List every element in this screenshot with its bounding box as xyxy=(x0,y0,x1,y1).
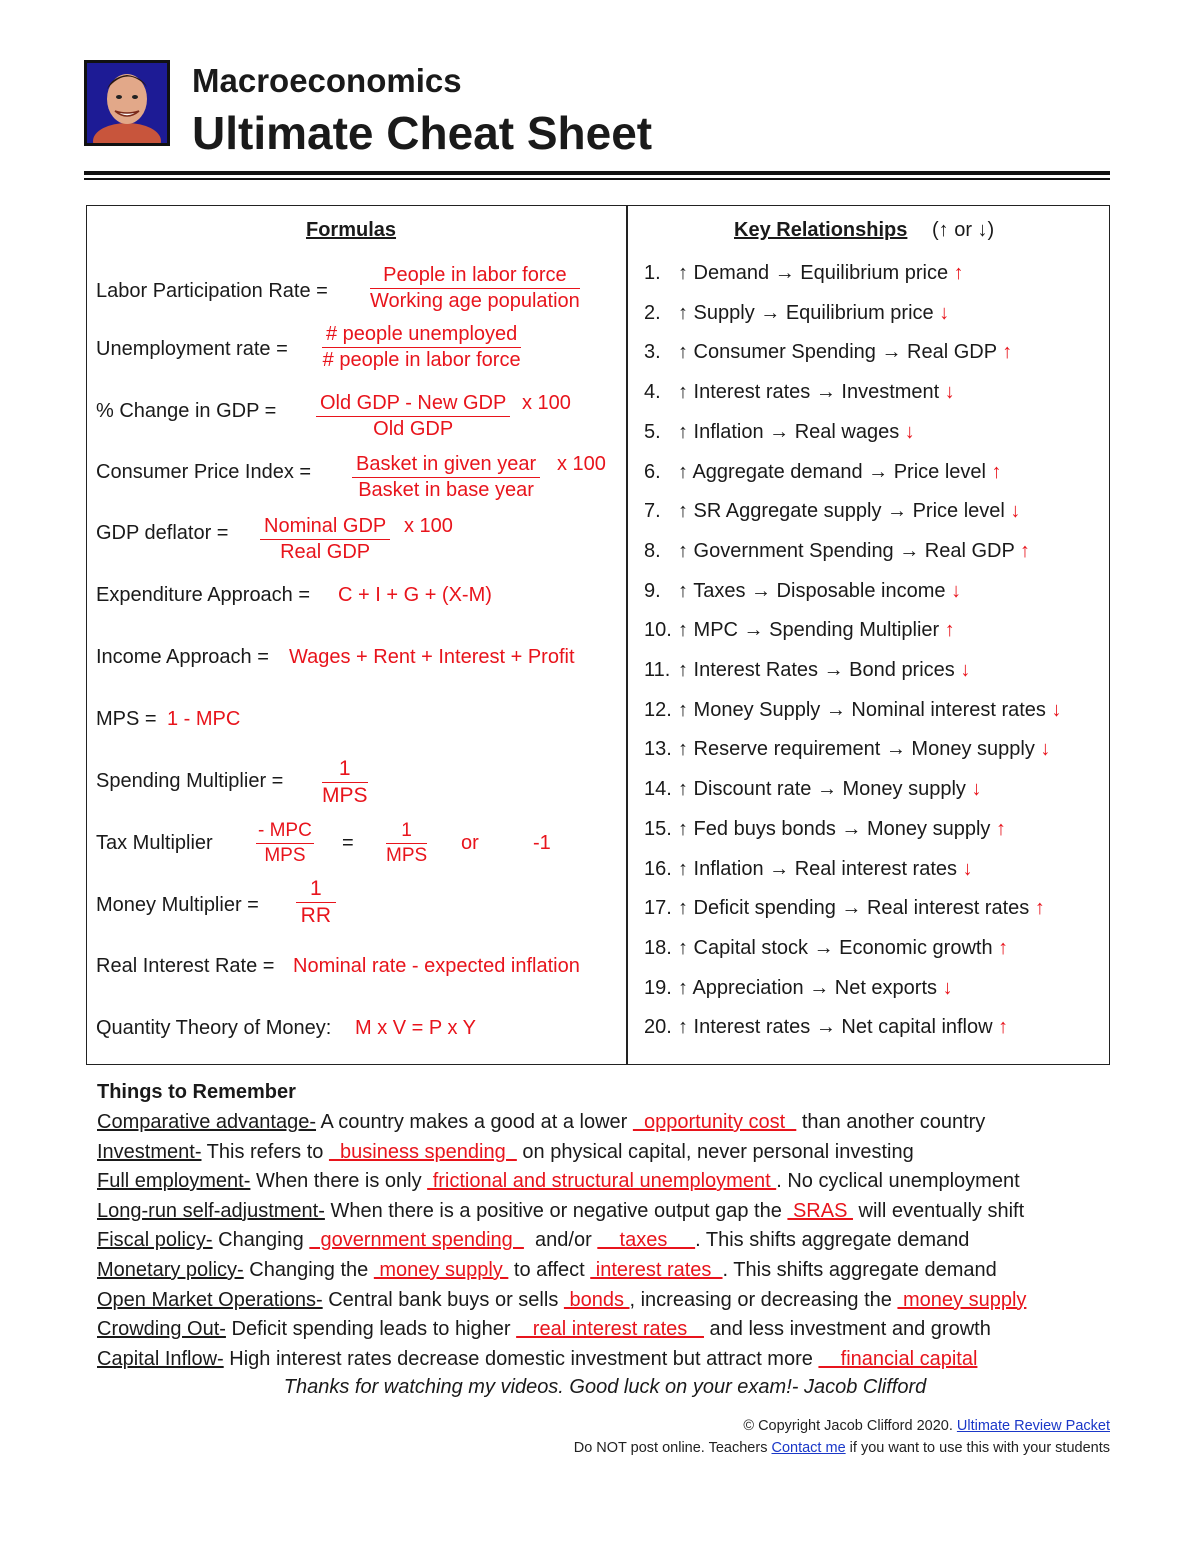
relationship-text: ↑ Appreciation → Net exports xyxy=(678,976,938,999)
gdp-change-denominator: Old GDP xyxy=(373,418,454,440)
notice-line xyxy=(574,1440,1110,1456)
relationship-item xyxy=(644,977,953,1000)
labor-rate-fraction xyxy=(370,264,580,313)
relationship-item xyxy=(644,897,1045,920)
relationship-effect-arrow: ↑ xyxy=(998,1016,1009,1039)
author-photo xyxy=(84,60,170,146)
relationship-text: ↑ Government Spending → Real GDP xyxy=(678,539,1015,562)
cpi-denominator: Basket in base year xyxy=(358,479,534,501)
relationship-effect-arrow: ↑ xyxy=(1020,539,1031,562)
tax-multiplier-negative-one: -1 xyxy=(533,832,551,854)
relationship-effect-arrow: ↓ xyxy=(951,579,962,602)
remember-term: Full employment- xyxy=(97,1170,251,1193)
remember-term: Monetary policy- xyxy=(97,1259,244,1281)
gdp-change-numerator: Old GDP - New GDP xyxy=(316,392,510,417)
remember-answer-1: financial capital xyxy=(818,1347,978,1370)
gdp-deflator-fraction xyxy=(260,515,390,564)
cpi-multiplier: x 100 xyxy=(557,453,606,475)
remember-text-a: Changing the xyxy=(243,1259,374,1281)
remember-answer-1: money supply xyxy=(373,1259,509,1281)
unemployment-denominator: # people in labor force xyxy=(322,349,521,371)
relationship-text: ↑ Discount rate → Money supply xyxy=(678,778,966,801)
gdp-deflator-multiplier: x 100 xyxy=(404,515,453,537)
income-approach-label: Income Approach = xyxy=(96,646,269,668)
title-subject: Macroeconomics xyxy=(192,62,462,99)
gdp-change-label: % Change in GDP = xyxy=(96,400,277,422)
money-multiplier-numerator: 1 xyxy=(296,877,336,903)
relationship-number: 1. xyxy=(644,262,661,284)
remember-text-c: on physical capital, never personal investing xyxy=(516,1140,914,1163)
tax-multiplier-or: or xyxy=(461,832,479,854)
remember-answer-1: real interest rates xyxy=(516,1318,704,1341)
author-portrait-image xyxy=(87,63,167,143)
remember-term: Open Market Operations- xyxy=(97,1288,323,1311)
spending-multiplier-fraction xyxy=(322,757,368,808)
relationship-item xyxy=(644,381,955,404)
relationship-text: ↑ Aggregate demand → Price level xyxy=(678,460,986,483)
relationship-text: ↑ Interest rates → Investment xyxy=(678,381,940,404)
relationship-effect-arrow: ↑ xyxy=(953,262,964,284)
mps-label: MPS = xyxy=(96,708,157,730)
remember-term: Comparative advantage- xyxy=(97,1111,317,1133)
remember-text-a: This refers to xyxy=(201,1140,329,1163)
relationship-effect-arrow: ↓ xyxy=(939,301,950,324)
cpi-fraction xyxy=(352,453,540,502)
relationship-number: 4. xyxy=(644,381,661,404)
copyright-text: © Copyright Jacob Clifford 2020. xyxy=(743,1418,953,1434)
unemployment-rate-fraction xyxy=(322,323,521,372)
remember-answer-1: SRAS xyxy=(787,1199,853,1222)
remember-text-a: When there is a positive or negative output gap the xyxy=(324,1199,788,1222)
gdp-change-multiplier: x 100 xyxy=(522,392,571,414)
tax-multiplier-denominator-1: MPS xyxy=(264,845,306,866)
relationship-item xyxy=(644,341,1012,364)
expenditure-approach-label: Expenditure Approach = xyxy=(96,584,311,606)
tax-multiplier-denominator-2: MPS xyxy=(386,845,428,866)
remember-item xyxy=(97,1348,977,1371)
remember-text-c: and less investment and growth xyxy=(703,1318,991,1341)
remember-term: Long-run self-adjustment- xyxy=(97,1199,325,1222)
gdp-deflator-numerator: Nominal GDP xyxy=(260,515,390,540)
remember-answer-1: frictional and structural unemployment xyxy=(427,1170,777,1193)
remember-text-d: . This shifts aggregate demand xyxy=(722,1259,997,1281)
remember-item xyxy=(97,1229,969,1252)
remember-text-a: Central bank buys or sells xyxy=(322,1288,564,1311)
income-approach-value: Wages + Rent + Interest + Profit xyxy=(289,646,575,668)
relationship-number: 13. xyxy=(644,738,672,761)
mps-value: 1 - MPC xyxy=(167,708,241,730)
relationship-number: 2. xyxy=(644,301,661,324)
relationship-effect-arrow: ↓ xyxy=(904,420,915,443)
remember-item xyxy=(97,1200,1024,1223)
remember-text-d: . This shifts aggregate demand xyxy=(695,1229,970,1252)
relationship-text: ↑ Fed buys bonds → Money supply xyxy=(678,817,991,840)
money-multiplier-fraction xyxy=(296,877,336,928)
remember-item xyxy=(97,1141,914,1164)
relationship-item xyxy=(644,699,1062,722)
relationship-item xyxy=(644,619,955,642)
relationship-item xyxy=(644,421,915,444)
remember-answer-1: business spending xyxy=(328,1140,517,1163)
remember-answer-2: interest rates xyxy=(590,1259,723,1281)
relationship-number: 15. xyxy=(644,817,672,840)
unemployment-numerator: # people unemployed xyxy=(322,323,521,348)
relationship-number: 16. xyxy=(644,857,672,880)
remember-text-c: to affect xyxy=(508,1259,591,1281)
gdp-change-fraction xyxy=(316,392,510,441)
relationships-heading: Key Relationships xyxy=(734,219,908,241)
relationship-number: 18. xyxy=(644,936,672,959)
header-rule-thick xyxy=(84,171,1110,175)
relationship-effect-arrow: ↓ xyxy=(944,381,955,404)
gdp-deflator-label: GDP deflator = xyxy=(96,522,229,544)
cpi-numerator: Basket in given year xyxy=(352,453,540,478)
relationship-item xyxy=(644,302,949,325)
relationship-number: 12. xyxy=(644,698,672,721)
relationship-item xyxy=(644,858,973,881)
relationship-number: 17. xyxy=(644,897,672,920)
column-divider xyxy=(626,205,628,1065)
page-title: Ultimate Cheat Sheet xyxy=(192,107,653,159)
notice-text-b: if you want to use this with your students xyxy=(849,1440,1110,1456)
relationship-text: ↑ Consumer Spending → Real GDP xyxy=(678,341,997,364)
relationship-effect-arrow: ↓ xyxy=(942,976,953,999)
relationship-item xyxy=(644,461,1002,484)
header-rule-thin xyxy=(84,178,1110,180)
relationship-item xyxy=(644,500,1020,523)
relationship-number: 20. xyxy=(644,1016,672,1039)
relationship-text: ↑ MPC → Spending Multiplier xyxy=(678,619,940,642)
remember-text-c: , increasing or decreasing the xyxy=(629,1288,898,1311)
relationship-text: ↑ Inflation → Real wages xyxy=(678,420,900,443)
relationship-number: 9. xyxy=(644,579,661,602)
relationship-number: 3. xyxy=(644,341,661,364)
contact-me-link[interactable]: Contact me xyxy=(771,1440,846,1456)
relationship-effect-arrow: ↑ xyxy=(1002,341,1013,364)
relationship-effect-arrow: ↑ xyxy=(1034,897,1045,920)
relationships-heading-suffix: (↑ or ↓) xyxy=(932,219,995,241)
relationship-number: 11. xyxy=(644,659,671,681)
relationship-number: 5. xyxy=(644,420,661,443)
labor-rate-denominator: Working age population xyxy=(370,290,580,312)
thanks-note: Thanks for watching my videos. Good luck on your exam!- Jacob Clifford xyxy=(283,1376,927,1398)
cpi-label: Consumer Price Index = xyxy=(96,461,312,483)
remember-answer-2: taxes xyxy=(597,1229,696,1252)
relationship-effect-arrow: ↓ xyxy=(1010,500,1021,523)
relationship-text: ↑ Interest Rates → Bond prices xyxy=(678,659,955,681)
relationship-item xyxy=(644,1016,1008,1039)
relationship-effect-arrow: ↓ xyxy=(962,857,973,880)
relationship-number: 14. xyxy=(644,778,672,801)
relationship-text: ↑ Deficit spending → Real interest rates xyxy=(678,897,1030,920)
review-packet-link[interactable]: Ultimate Review Packet xyxy=(956,1418,1110,1434)
things-heading: Things to Remember xyxy=(97,1081,296,1103)
remember-text-c: will eventually shift xyxy=(852,1199,1025,1222)
unemployment-rate-label: Unemployment rate = xyxy=(96,338,288,360)
relationship-text: ↑ Capital stock → Economic growth xyxy=(678,936,993,959)
spending-multiplier-label: Spending Multiplier = xyxy=(96,770,284,792)
relationship-number: 6. xyxy=(644,460,661,483)
relationship-number: 19. xyxy=(644,976,672,999)
remember-text-c: than another country xyxy=(796,1111,986,1133)
tax-multiplier-numerator-2: 1 xyxy=(386,820,427,844)
relationship-item xyxy=(644,937,1008,960)
remember-text-a: A country makes a good at a lower xyxy=(316,1111,633,1133)
relationship-effect-arrow: ↓ xyxy=(960,659,971,681)
qtm-label: Quantity Theory of Money: xyxy=(96,1017,332,1039)
tax-multiplier-equals: = xyxy=(342,832,354,854)
spending-multiplier-numerator: 1 xyxy=(322,757,368,783)
remember-text-a: Deficit spending leads to higher xyxy=(225,1318,517,1341)
relationship-text: ↑ Interest rates → Net capital inflow xyxy=(678,1016,993,1039)
relationship-effect-arrow: ↓ xyxy=(971,778,982,801)
relationship-text: ↑ Reserve requirement → Money supply xyxy=(678,738,1035,761)
remember-term: Investment- xyxy=(97,1140,202,1163)
remember-item xyxy=(97,1111,985,1134)
remember-item xyxy=(97,1170,1020,1193)
tax-multiplier-fraction-2 xyxy=(386,820,427,867)
labor-rate-label: Labor Participation Rate = xyxy=(96,280,328,302)
gdp-deflator-denominator: Real GDP xyxy=(280,541,371,563)
remember-answer-1: bonds xyxy=(563,1288,630,1311)
relationship-number: 10. xyxy=(644,619,672,642)
relationship-effect-arrow: ↑ xyxy=(998,936,1009,959)
spending-multiplier-denominator: MPS xyxy=(322,784,368,807)
remember-term: Capital Inflow- xyxy=(97,1347,224,1370)
relationship-effect-arrow: ↑ xyxy=(995,817,1006,840)
relationship-item xyxy=(644,262,964,285)
real-interest-label: Real Interest Rate = xyxy=(96,955,275,977)
expenditure-approach-value: C + I + G + (X-M) xyxy=(338,584,492,606)
remember-term: Fiscal policy- xyxy=(97,1229,213,1252)
formulas-heading: Formulas xyxy=(306,219,397,241)
relationship-text: ↑ Money Supply → Nominal interest rates xyxy=(678,698,1046,721)
relationship-number: 8. xyxy=(644,539,661,562)
tax-multiplier-fraction-1 xyxy=(256,820,314,867)
relationship-item xyxy=(644,540,1030,563)
relationship-effect-arrow: ↓ xyxy=(1051,698,1062,721)
relationship-item xyxy=(644,818,1006,841)
relationship-item xyxy=(644,580,961,603)
relationship-effect-arrow: ↑ xyxy=(944,619,955,642)
notice-text-a: Do NOT post online. Teachers xyxy=(573,1440,768,1456)
relationship-number: 7. xyxy=(644,500,661,523)
relationship-effect-arrow: ↑ xyxy=(991,460,1002,483)
relationship-text: ↑ SR Aggregate supply → Price level xyxy=(678,500,1005,523)
remember-text-a: When there is only xyxy=(250,1170,428,1193)
relationship-text: ↑ Supply → Equilibrium price xyxy=(678,301,934,324)
remember-answer-1: government spending xyxy=(309,1229,524,1252)
remember-text-c: and/or xyxy=(523,1229,598,1252)
remember-term: Crowding Out- xyxy=(97,1318,226,1341)
remember-text-a: High interest rates decrease domestic investment but attract more xyxy=(223,1347,819,1370)
remember-item xyxy=(97,1289,1026,1312)
relationship-text: ↑ Inflation → Real interest rates xyxy=(678,857,958,880)
qtm-value: M x V = P x Y xyxy=(355,1017,476,1039)
remember-item xyxy=(97,1259,997,1282)
money-multiplier-label: Money Multiplier = xyxy=(96,894,259,916)
relationship-text: ↑ Demand → Equilibrium price xyxy=(678,262,949,284)
tax-multiplier-numerator-1: - MPC xyxy=(256,820,314,844)
real-interest-value: Nominal rate - expected inflation xyxy=(293,955,580,977)
remember-text-a: Changing xyxy=(212,1229,310,1252)
relationship-item xyxy=(644,738,1050,761)
remember-answer-1: opportunity cost xyxy=(632,1111,797,1133)
money-multiplier-denominator: RR xyxy=(300,904,332,927)
relationship-item xyxy=(644,778,981,801)
remember-item xyxy=(97,1318,991,1341)
relationship-text: ↑ Taxes → Disposable income xyxy=(678,579,946,602)
remember-answer-2: money supply xyxy=(897,1288,1027,1311)
labor-rate-numerator: People in labor force xyxy=(370,264,580,289)
tax-multiplier-label: Tax Multiplier xyxy=(96,832,213,854)
copyright-line xyxy=(743,1418,1110,1434)
relationship-effect-arrow: ↓ xyxy=(1040,738,1051,761)
relationship-item xyxy=(644,659,970,682)
remember-text-c: . No cyclical unemployment xyxy=(776,1170,1020,1193)
